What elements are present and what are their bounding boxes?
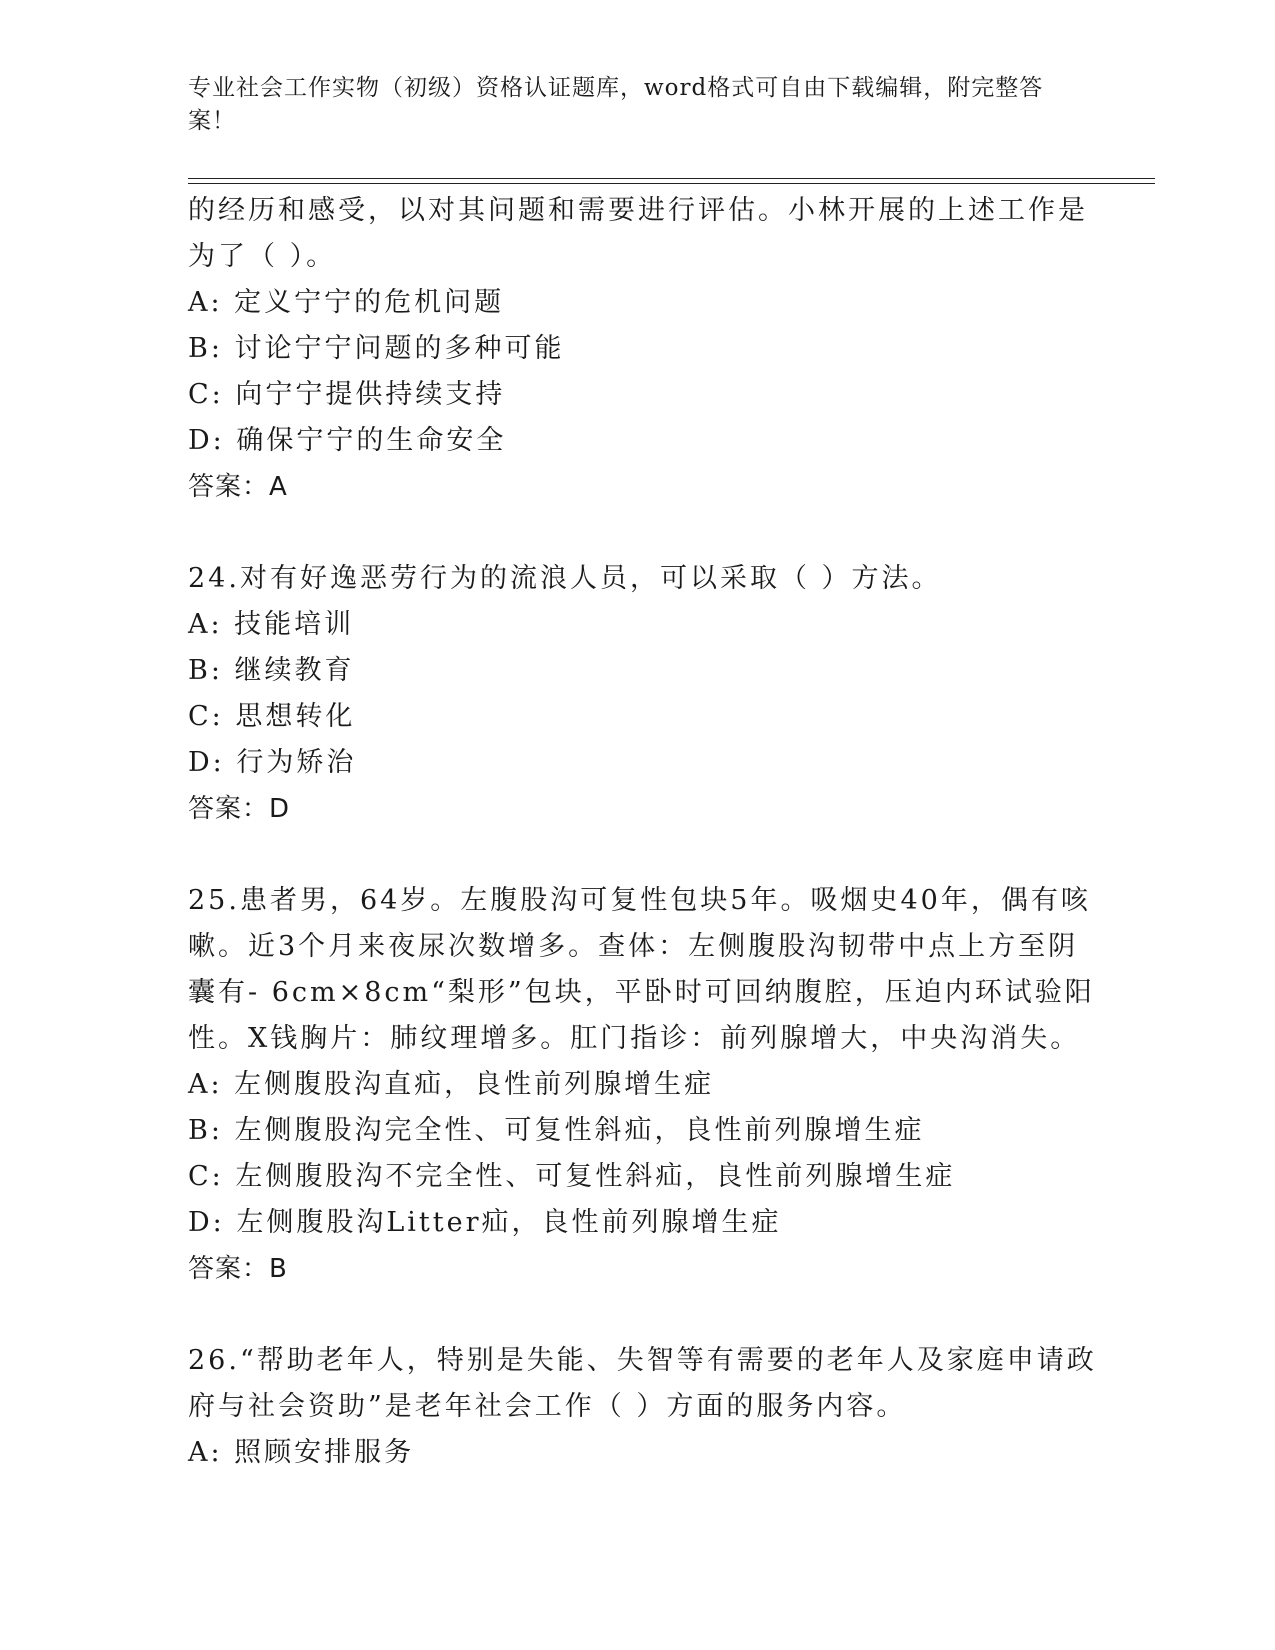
question-stem-line: 囊有- 6cm×8cm“梨形”包块，平卧时可回纳腹腔，压迫内环试验阳 (188, 977, 1095, 1008)
question-stem-line: 府与社会资助”是老年社会工作（ ）方面的服务内容。 (188, 1391, 907, 1422)
page-header (188, 72, 1068, 138)
option-c: C: 左侧腹股沟不完全性、可复性斜疝，良性前列腺增生症 (188, 1161, 956, 1192)
option-c: C: 向宁宁提供持续支持 (188, 379, 506, 410)
spacer (188, 1292, 1088, 1338)
question-24 (188, 556, 1088, 832)
header-line: 案！ (188, 108, 236, 134)
option-b: B: 左侧腹股沟完全性、可复性斜疝，良性前列腺增生症 (188, 1115, 925, 1146)
answer-line: 答案：B (188, 1254, 288, 1284)
header-line: 专业社会工作实物（初级）资格认证题库，word格式可自由下载编辑，附完整答 (188, 75, 1044, 101)
option-a: A: 技能培训 (188, 609, 355, 640)
option-d: D: 行为矫治 (188, 747, 357, 778)
question-25 (188, 878, 1095, 1292)
option-b: B: 讨论宁宁问题的多种可能 (188, 333, 565, 364)
question-stem-line: 26.“帮助老年人，特别是失能、失智等有需要的老年人及家庭申请政 (188, 1345, 1097, 1376)
option-d: D: 确保宁宁的生命安全 (188, 425, 507, 456)
question-stem-line: 的经历和感受，以对其问题和需要进行评估。小林开展的上述工作是 (188, 195, 1088, 226)
question-stem-line: 24.对有好逸恶劳行为的流浪人员，可以采取（ ）方法。 (188, 563, 942, 594)
question-26 (188, 1338, 1097, 1476)
option-a: A: 左侧腹股沟直疝，良性前列腺增生症 (188, 1069, 715, 1100)
header-rule (188, 183, 1155, 184)
spacer (188, 510, 1088, 556)
question-stem-line: 为了（ ）。 (188, 241, 337, 272)
option-d: D: 左侧腹股沟Litter疝，良性前列腺增生症 (188, 1207, 782, 1238)
answer-line: 答案：A (188, 472, 288, 502)
question-stem-line: 嗽。近3个月来夜尿次数增多。查体：左侧腹股沟韧带中点上方至阴 (188, 931, 1079, 962)
header-rule (188, 178, 1155, 179)
question-23 (188, 188, 1088, 510)
answer-line: 答案：D (188, 794, 291, 824)
question-list (188, 188, 1097, 1476)
option-c: C: 思想转化 (188, 701, 356, 732)
option-a: A: 照顾安排服务 (188, 1437, 415, 1468)
question-stem-line: 性。X钱胸片：肺纹理增多。肛门指诊：前列腺增大，中央沟消失。 (188, 1023, 1081, 1054)
spacer (188, 832, 1088, 878)
option-a: A: 定义宁宁的危机问题 (188, 287, 505, 318)
question-stem-line: 25.患者男，64岁。左腹股沟可复性包块5年。吸烟史40年，偶有咳 (188, 885, 1091, 916)
option-b: B: 继续教育 (188, 655, 355, 686)
